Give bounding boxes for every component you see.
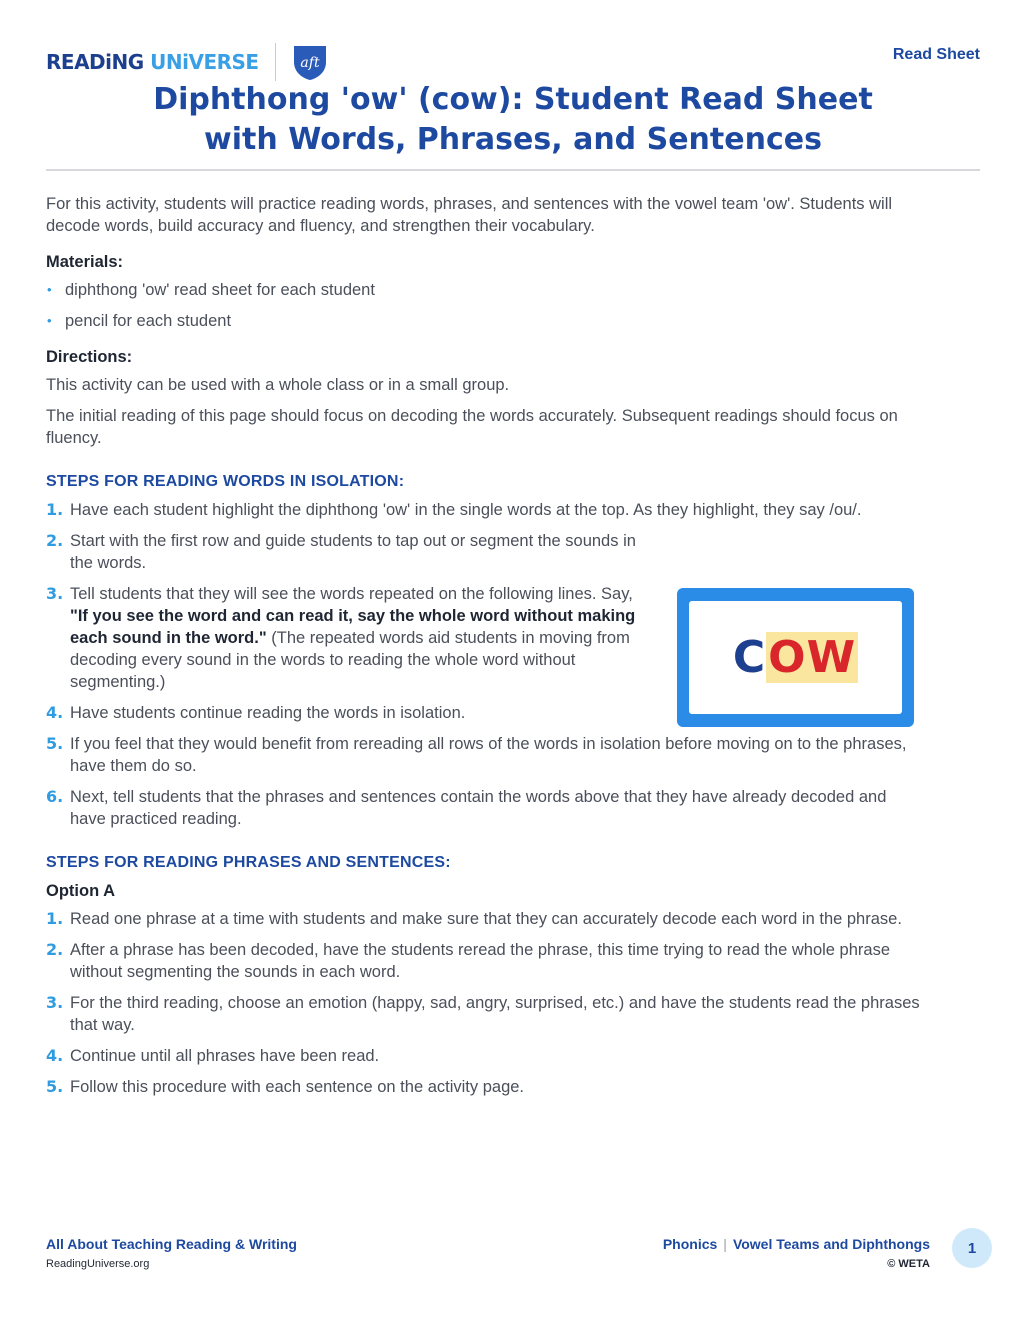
directions-paragraph: The initial reading of this page should focus on decoding the words accurately. Subsequent readings should focus on fluency. <box>46 407 898 447</box>
step-number: 4. <box>46 703 64 722</box>
list-item: • diphthong 'ow' read sheet for each student <box>46 279 926 301</box>
list-item <box>46 1076 926 1098</box>
page-title <box>46 80 980 160</box>
materials-heading: Materials: <box>46 253 124 271</box>
page-header <box>46 34 980 78</box>
directions-heading: Directions: <box>46 348 133 366</box>
step-text: After a phrase has been decoded, have the students reread the phrase, this time trying to read the whole phrase without segmenting the sounds in each word. <box>70 941 891 981</box>
footer-category-vowel-teams: Vowel Teams and Diphthongs <box>732 1236 930 1252</box>
step-text: Continue until all phrases have been read. <box>70 1047 380 1065</box>
logo-wordmark: READiNG UNiVERSE <box>46 50 259 74</box>
step-number: 6. <box>46 787 64 806</box>
list-item <box>46 499 926 521</box>
phrases-steps-heading: STEPS FOR READING PHRASES AND SENTENCES: <box>46 854 451 871</box>
logo-divider <box>275 43 276 81</box>
step-quote: "If you see the word and can read it, say the whole word without making each sound in the word." <box>70 607 636 647</box>
step-text: Follow this procedure with each sentence on the activity page. <box>70 1078 525 1096</box>
footer-left <box>46 1236 297 1270</box>
footer-site-url[interactable]: ReadingUniverse.org <box>46 1258 150 1270</box>
step-number: 5. <box>46 734 64 753</box>
list-item <box>46 939 926 983</box>
list-item: • pencil for each student <box>46 310 926 332</box>
step-text: Next, tell students that the phrases and sentences contain the words above that they have already decoded and have practiced reading. <box>70 788 887 828</box>
step-text: Start with the first row and guide students to tap out or segment the sounds in the words. <box>70 532 636 572</box>
title-line-2: with Words, Phrases, and Sentences <box>204 122 822 157</box>
step-text: (The repeated words aid students in moving from decoding every sound in the words to reading the whole word without segmenting.) <box>70 629 630 691</box>
step-number: 5. <box>46 1077 64 1096</box>
phrases-steps-list <box>46 908 926 1098</box>
step-number: 2. <box>46 940 64 959</box>
footer-category-separator: | <box>723 1236 727 1252</box>
doc-type-label: Read Sheet <box>892 46 980 63</box>
step-number: 4. <box>46 1046 64 1065</box>
step-number: 1. <box>46 500 64 519</box>
aft-shield-icon <box>290 42 330 82</box>
intro-paragraph: For this activity, students will practice reading words, phrases, and sentences with the vowel team 'ow'. Students will decode words, build accuracy and fluency, and strengthen their vocabulary. <box>46 195 893 235</box>
step-number: 3. <box>46 584 64 603</box>
list-item <box>46 992 926 1036</box>
step-text: If you feel that they would benefit from rereading all rows of the words in isolation before moving on to the phrases, have them do so. <box>70 735 907 775</box>
list-item <box>46 908 926 930</box>
list-item <box>46 733 926 777</box>
option-a-heading: Option A <box>46 882 116 900</box>
footer-category-phonics: Phonics <box>662 1236 718 1252</box>
cow-card-inner <box>689 601 902 714</box>
cow-letters-ow-highlight: OW <box>768 632 857 683</box>
footer-right <box>663 1236 930 1270</box>
footer-copyright: © WETA <box>887 1258 930 1270</box>
page-number-badge: 1 <box>952 1228 992 1268</box>
step-text: For the third reading, choose an emotion (happy, sad, angry, surprised, etc.) and have the students read the phrases that way. <box>70 994 920 1034</box>
list-item <box>46 786 926 830</box>
title-divider <box>46 169 980 171</box>
step-text: Have each student highlight the diphthong 'ow' in the single words at the top. As they highlight, they say /ou/. <box>70 501 862 519</box>
list-item <box>46 583 654 693</box>
step-number: 2. <box>46 531 64 550</box>
step-number: 1. <box>46 909 64 928</box>
step-text: Read one phrase at a time with students and make sure that they can accurately decode each word in the phrase. <box>70 910 902 928</box>
list-item <box>46 1045 926 1067</box>
reading-universe-logo[interactable] <box>46 42 330 82</box>
footer-categories <box>663 1236 930 1252</box>
directions-paragraph: This activity can be used with a whole class or in a small group. <box>46 376 510 394</box>
svg-text:aft: aft <box>300 55 320 71</box>
step-text: Tell students that they will see the words repeated on the following lines. Say, <box>70 585 633 603</box>
footer-series-title: All About Teaching Reading & Writing <box>46 1236 297 1252</box>
materials-list <box>46 279 926 332</box>
step-number: 3. <box>46 993 64 1012</box>
step-text: Have students continue reading the words in isolation. <box>70 704 466 722</box>
cow-letter-c: C <box>732 632 767 683</box>
title-line-1: Diphthong 'ow' (cow): Student Read Sheet <box>153 82 873 117</box>
isolation-steps-heading: STEPS FOR READING WORDS IN ISOLATION: <box>46 473 405 490</box>
cow-word <box>733 632 858 683</box>
cow-word-card <box>677 588 914 727</box>
list-item <box>46 530 654 574</box>
